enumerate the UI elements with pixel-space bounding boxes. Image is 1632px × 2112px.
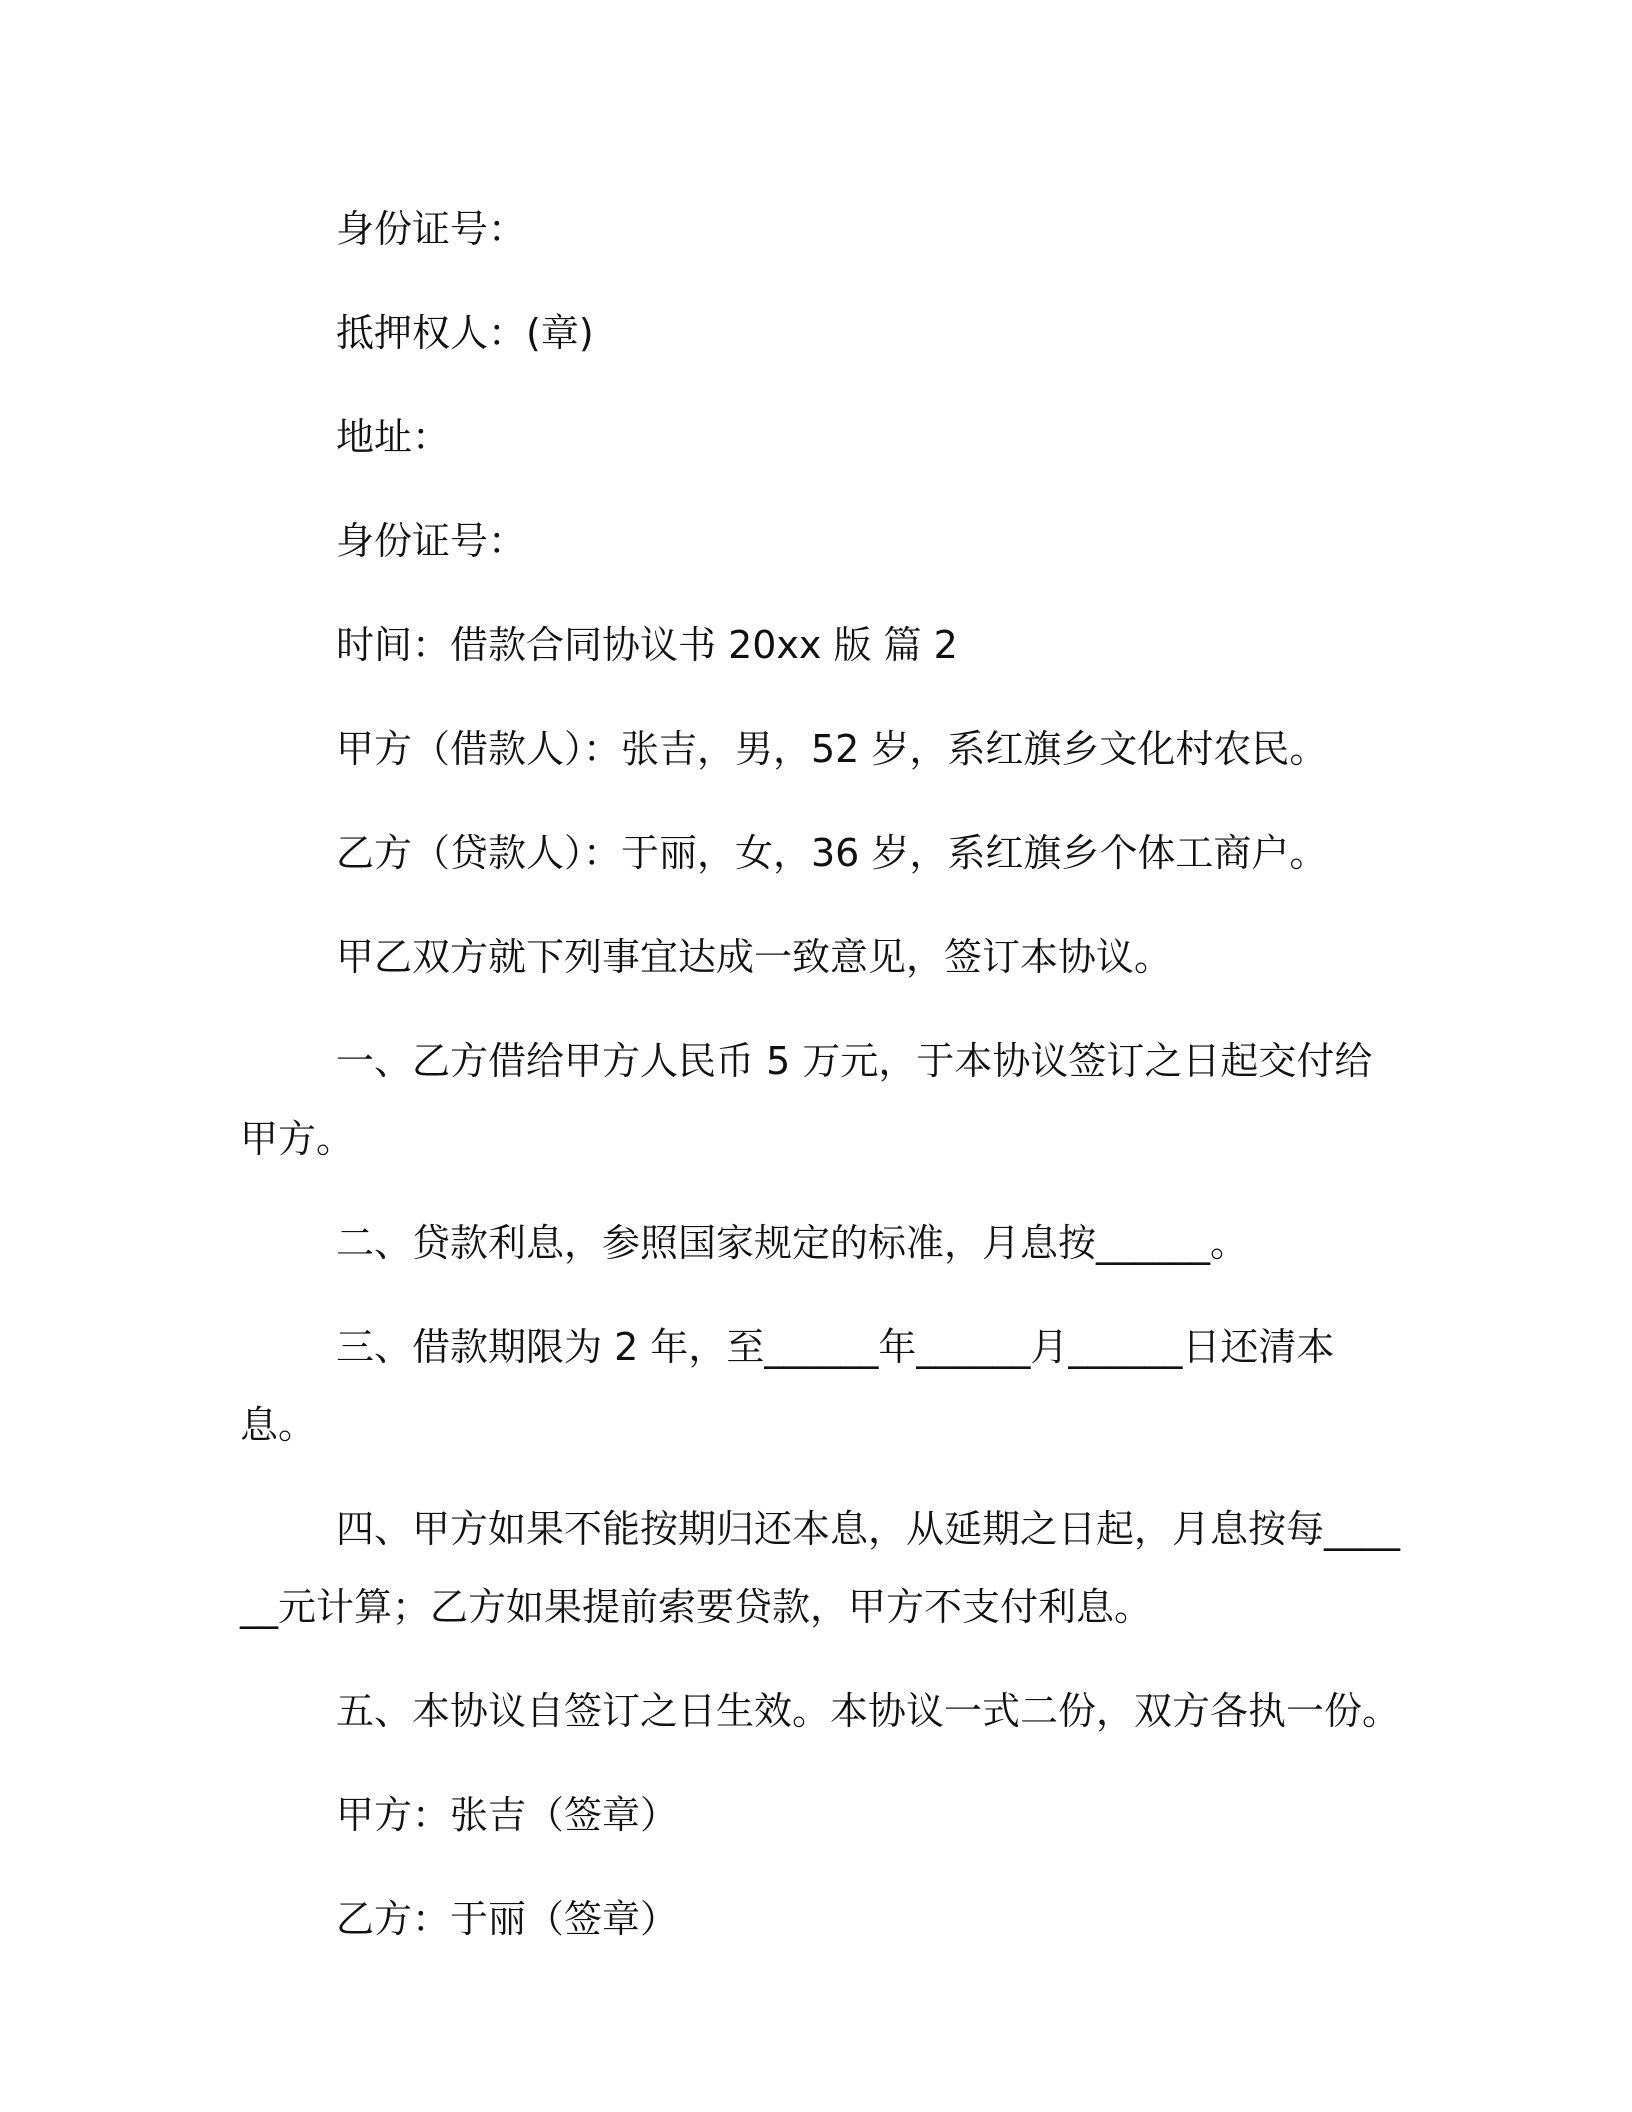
- line-spacer: [240, 1750, 1410, 1776]
- clause-3: 三、借款期限为 2 年，至______年______月______日还清本息。: [240, 1325, 1335, 1447]
- contract-text: [240, 190, 1410, 1958]
- party-b-line: 乙方（贷款人）：于丽，女，36 岁，系红旗乡个体工商户。: [336, 831, 1328, 875]
- line-spacer: [240, 372, 1410, 398]
- agreement-intro: 甲乙双方就下列事宜达成一致意见，签订本协议。: [336, 935, 1173, 979]
- line-spacer: [240, 788, 1410, 814]
- line-spacer: [240, 1178, 1410, 1204]
- clause-1: 一、乙方借给甲方人民币 5 万元，于本协议签订之日起交付给甲方。: [240, 1039, 1373, 1161]
- line-spacer: [240, 1282, 1410, 1308]
- time-title-line: 时间：借款合同协议书 20xx 版 篇 2: [336, 623, 958, 667]
- line-spacer: [240, 1464, 1410, 1490]
- id-number-line-2: 身份证号：: [336, 519, 527, 563]
- line-spacer: [240, 268, 1410, 294]
- line-spacer: [240, 996, 1410, 1022]
- party-a-signature: 甲方：张吉（签章）: [336, 1793, 679, 1837]
- clause-4: 四、甲方如果不能按期归还本息，从延期之日起，月息按每______元计算；乙方如果提前索要贷款，甲方不支付利息。: [240, 1507, 1401, 1629]
- line-spacer: [240, 1646, 1410, 1672]
- line-spacer: [240, 892, 1410, 918]
- clause-2: 二、贷款利息，参照国家规定的标准，月息按______。: [336, 1221, 1249, 1265]
- id-number-line-1: 身份证号：: [336, 207, 527, 251]
- line-spacer: [240, 476, 1410, 502]
- line-spacer: [240, 580, 1410, 606]
- mortgagee-line: 抵押权人：(章): [336, 311, 594, 355]
- line-spacer: [240, 1854, 1410, 1880]
- party-a-line: 甲方（借款人）：张吉，男，52 岁，系红旗乡文化村农民。: [336, 727, 1328, 771]
- party-b-signature: 乙方：于丽（签章）: [336, 1897, 679, 1941]
- address-line: 地址：: [336, 415, 451, 459]
- line-spacer: [240, 684, 1410, 710]
- clause-5: 五、本协议自签订之日生效。本协议一式二份，双方各执一份。: [336, 1689, 1401, 1733]
